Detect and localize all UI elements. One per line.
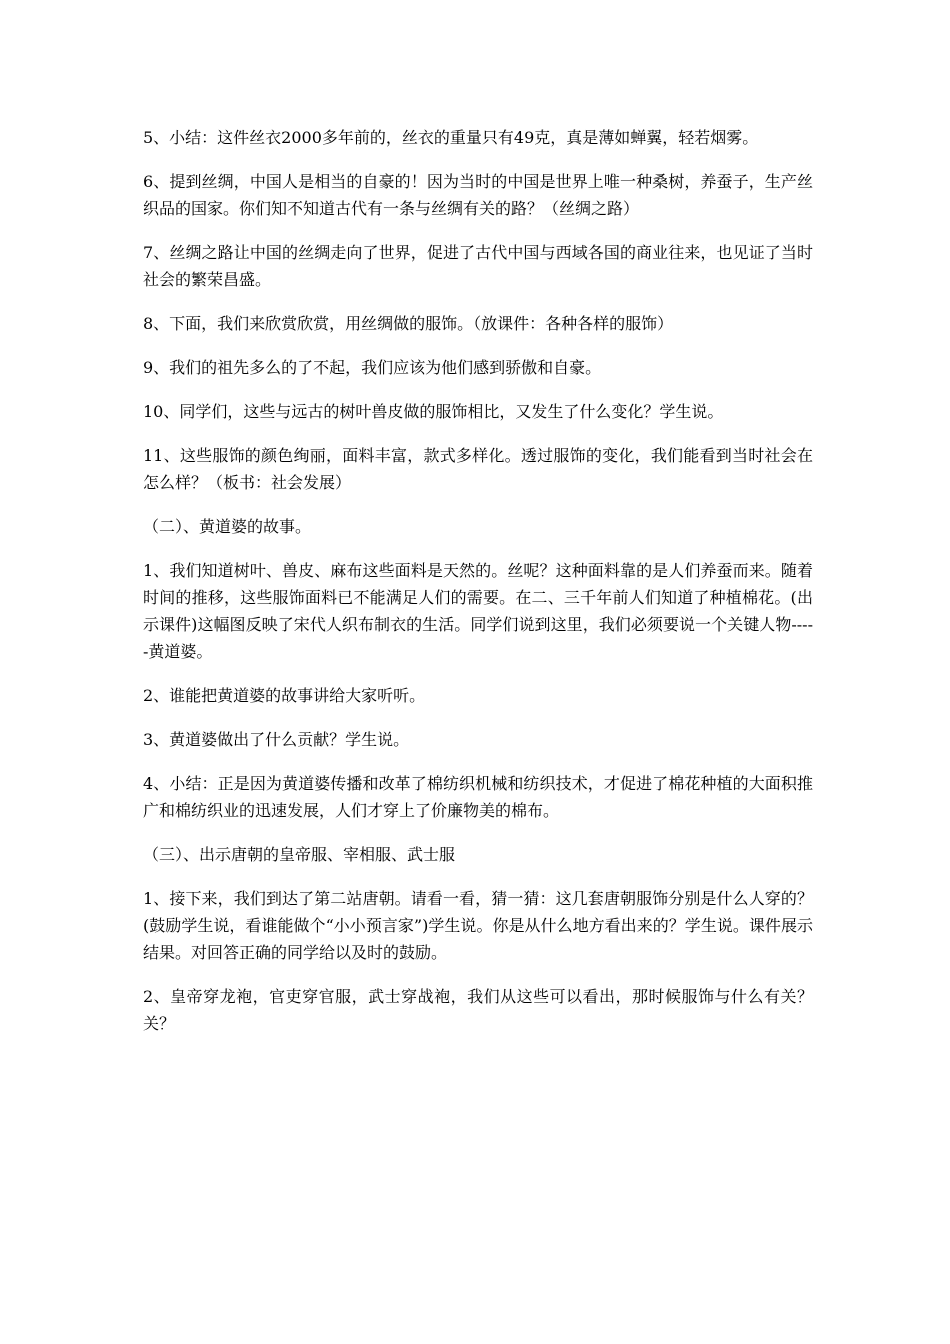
paragraph-summary-silk-garment: 5、小结：这件丝衣2000多年前的，丝衣的重量只有49克，真是薄如蝉翼，轻若烟雾。 [143, 128, 759, 147]
section-heading-huang-daopo: （二）、黄道婆的故事。 [143, 517, 312, 536]
paragraph-silk-costumes: 8、下面，我们来欣赏欣赏，用丝绸做的服饰。（放课件：各种各样的服饰） [143, 314, 674, 333]
paragraph-cotton-intro: 1、我们知道树叶、兽皮、麻布这些面料是天然的。丝呢？这种面料靠的是人们养蚕而来。随着时间的推移，这些服饰面料已不能满足人们的需要。在二、三千年前人们知道了种植棉花。(出示课件)这幅图反映了宋代人织布制衣的生活。同学们说到这里，我们必须要说一个关键人物-----黄道婆。 [143, 561, 813, 661]
paragraph-summary-cotton: 4、小结：正是因为黄道婆传播和改革了棉纺织机械和纺织技术，才促进了棉花种植的大面积推广和棉纺织业的迅速发展，人们才穿上了价廉物美的棉布。 [143, 774, 813, 820]
paragraph-ancestors: 9、我们的祖先多么的了不起，我们应该为他们感到骄傲和自豪。 [143, 358, 602, 377]
paragraph-contribution: 3、黄道婆做出了什么贡献？学生说。 [143, 730, 410, 749]
section-heading-tang-costumes: （三）、出示唐朝的皇帝服、宰相服、武士服 [143, 845, 456, 864]
paragraph-social-development: 11、这些服饰的颜色绚丽，面料丰富，款式多样化。透过服饰的变化，我们能看到当时社会在怎么样？（板书：社会发展） [143, 446, 813, 492]
paragraph-silk-road: 7、丝绸之路让中国的丝绸走向了世界，促进了古代中国与西域各国的商业往来，也见证了当时社会的繁荣昌盛。 [143, 243, 813, 289]
paragraph-silk-pride: 6、提到丝绸，中国人是相当的自豪的！因为当时的中国是世界上唯一种桑树，养蚕子，生产丝织品的国家。你们知不知道古代有一条与丝绸有关的路？（丝绸之路） [143, 172, 813, 218]
document-body [143, 124, 813, 1054]
paragraph-costume-relation: 2、皇帝穿龙袍，官吏穿官服，武士穿战袍，我们从这些可以看出，那时候服饰与什么有关？关？ [143, 987, 813, 1033]
paragraph-tell-story: 2、谁能把黄道婆的故事讲给大家听听。 [143, 686, 426, 705]
paragraph-tang-dynasty: 1、接下来，我们到达了第二站唐朝。请看一看，猜一猜：这几套唐朝服饰分别是什么人穿的？(鼓励学生说，看谁能做个“小小预言家”)学生说。你是从什么地方看出来的？学生说。课件展示结果。对回答正确的同学给以及时的鼓励。 [143, 889, 813, 962]
paragraph-compare-changes: 10、同学们，这些与远古的树叶兽皮做的服饰相比，又发生了什么变化？学生说。 [143, 402, 724, 421]
